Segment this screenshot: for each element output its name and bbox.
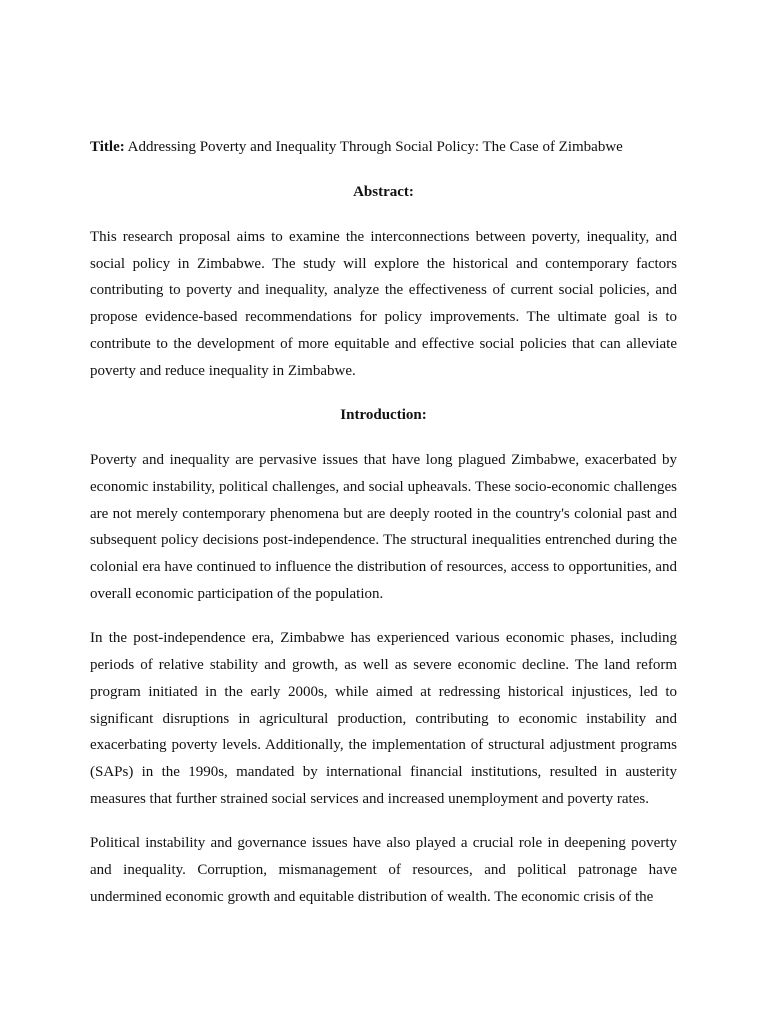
abstract-paragraph: This research proposal aims to examine the interconnections between poverty, inequality, and social policy in Zimbabwe. The study will explore the historical and contemporary factors contributing to poverty and inequality, analyze the effectiveness of current social policies, and propose evidence-based recommendations for policy improvements. The ultimate goal is to contribute to the development of more equitable and effective social policies that can alleviate poverty and reduce inequality in Zimbabwe. [90, 229, 677, 379]
title-text: Addressing Poverty and Inequality Through Social Policy: The Case of Zimbabwe [124, 139, 623, 155]
intro-paragraph-1: Poverty and inequality are pervasive issues that have long plagued Zimbabwe, exacerbated by economic instability, political challenges, and social upheavals. These socio-economic challenges are not merely contemporary phenomena but are deeply rooted in the country's colonial past and subsequent policy decisions post-independence. The structural inequalities entrenched during the colonial era have continued to influence the distribution of resources, access to opportunities, and overall economic participation of the population. [90, 452, 677, 602]
abstract-heading: Abstract: [353, 184, 414, 200]
document-title [90, 134, 677, 160]
document-page [90, 134, 677, 928]
intro-paragraph-3: Political instability and governance issues have also played a crucial role in deepening poverty and inequality. Corruption, mismanagement of resources, and political patronage have undermined economic growth and equitable distribution of wealth. The economic crisis of the [90, 835, 677, 905]
introduction-heading: Introduction: [340, 407, 427, 424]
title-label: Title: [90, 139, 125, 155]
intro-paragraph-2: In the post-independence era, Zimbabwe has experienced various economic phases, including periods of relative stability and growth, as well as severe economic decline. The land reform program initiated in the early 2000s, while aimed at redressing historical injustices, led to significant disruptions in agricultural production, contributing to economic instability and exacerbating poverty levels. Additionally, the implementation of structural adjustment programs (SAPs) in the 1990s, mandated by international financial institutions, resulted in austerity measures that further strained social services and increased unemployment and poverty rates. [90, 630, 677, 807]
